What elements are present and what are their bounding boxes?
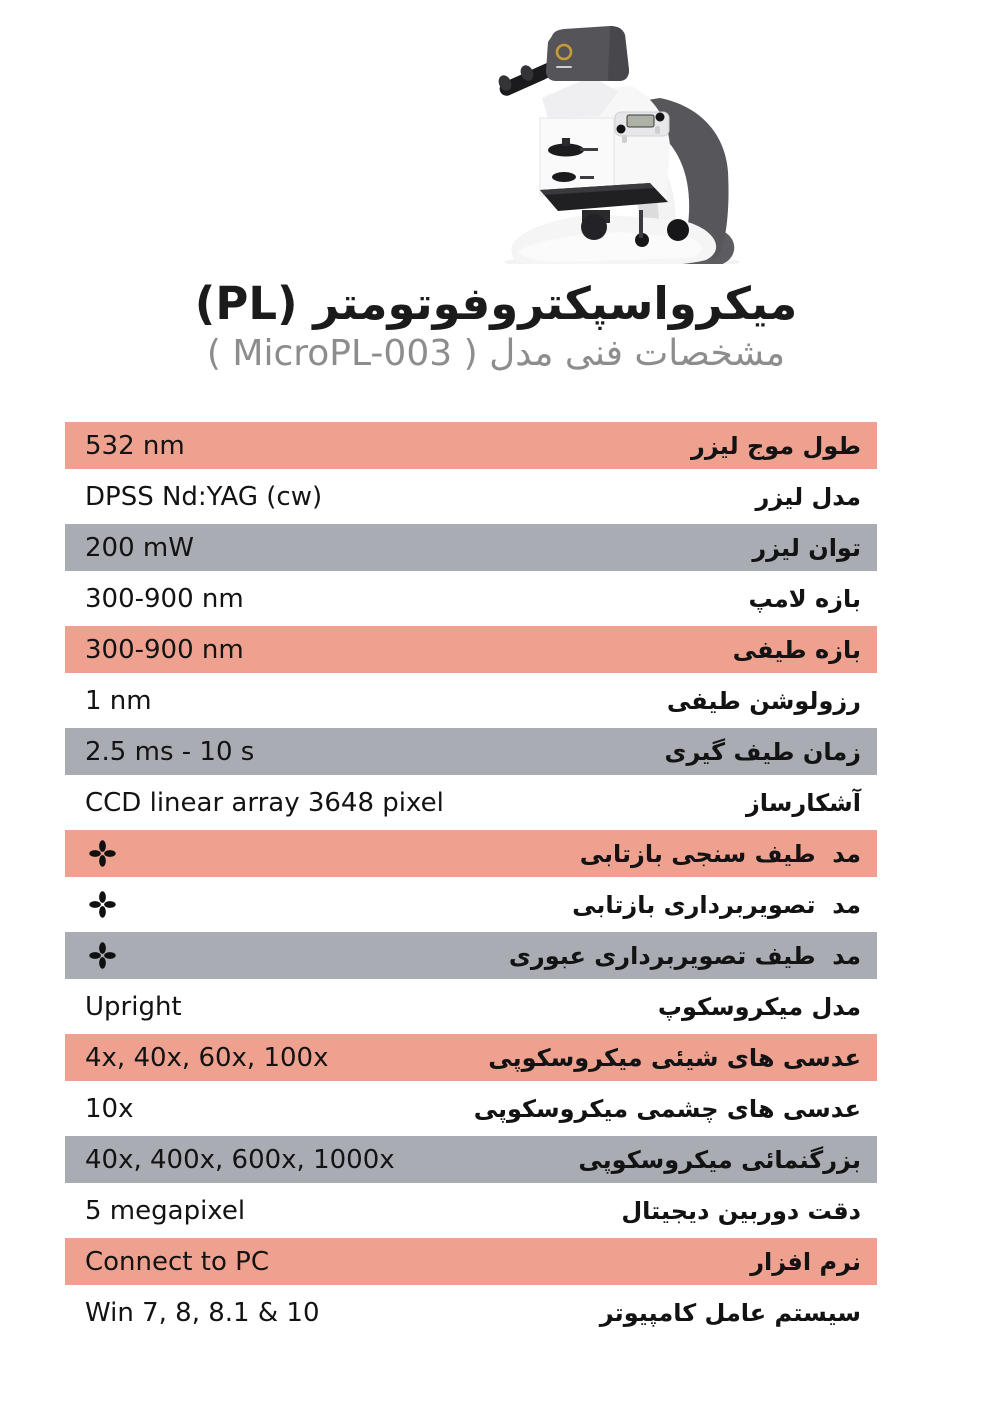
spec-value <box>85 1247 269 1277</box>
spec-value-text: 532 nm <box>85 430 185 461</box>
spec-row <box>65 1034 877 1081</box>
spec-row <box>65 779 877 826</box>
spec-value-text: DPSS Nd:YAG (cw) <box>85 481 323 512</box>
spec-value-text: 300-900 nm <box>85 634 244 665</box>
four-petal-asterisk-icon <box>89 840 116 867</box>
page-title: میکرواسپکتروفوتومتر (PL) <box>194 277 798 330</box>
spec-value-text: 4x, 40x, 60x, 100x <box>85 1042 329 1073</box>
spec-table <box>65 422 877 1340</box>
spec-value <box>85 840 116 867</box>
spec-label: عدسی های شیئی میکروسکوپی <box>488 1043 861 1072</box>
spec-label: بازه لامپ <box>748 584 861 613</box>
spec-value <box>85 1145 395 1175</box>
spec-value-text: 200 mW <box>85 532 194 563</box>
microscope-product-image <box>482 14 748 264</box>
spec-row <box>65 728 877 775</box>
spec-value-text: Upright <box>85 991 182 1022</box>
spec-label: مدل میکروسکوپ <box>657 992 861 1021</box>
spec-label: زمان طیف گیری <box>664 737 861 766</box>
spec-value <box>85 635 244 665</box>
spec-row <box>65 830 877 877</box>
spec-row <box>65 1289 877 1336</box>
spec-row <box>65 932 877 979</box>
spec-label: عدسی های چشمی میکروسکوپی <box>473 1094 861 1123</box>
spec-row <box>65 1085 877 1132</box>
spec-value-text: 10x <box>85 1093 134 1124</box>
spec-row <box>65 1136 877 1183</box>
spec-label: توان لیزر <box>752 533 861 562</box>
spec-row <box>65 575 877 622</box>
spec-row <box>65 473 877 520</box>
spec-value-text: CCD linear array 3648 pixel <box>85 787 444 818</box>
four-petal-asterisk-icon <box>89 942 116 969</box>
spec-value-text: 300-900 nm <box>85 583 244 614</box>
spec-value <box>85 788 444 818</box>
spec-label: نرم افزار <box>750 1247 861 1276</box>
spec-row <box>65 881 877 928</box>
spec-label: آشکارساز <box>745 788 861 817</box>
spec-row <box>65 677 877 724</box>
spec-value <box>85 1094 133 1124</box>
spec-label: بزرگنمائی میکروسکوپی <box>578 1145 861 1174</box>
spec-label: مدل لیزر <box>755 482 861 511</box>
spec-value <box>85 891 116 918</box>
spec-row <box>65 626 877 673</box>
spec-value <box>85 533 194 563</box>
spec-label: دقت دوربین دیجیتال <box>621 1196 861 1225</box>
four-petal-asterisk-icon <box>89 891 116 918</box>
hero-image-wrap <box>482 14 748 264</box>
spec-value <box>85 584 244 614</box>
spec-row <box>65 1238 877 1285</box>
page-subtitle: مشخصات فنی مدل ( MicroPL-003 ) <box>206 332 786 374</box>
spec-label: مد طیف سنجی بازتابی <box>579 839 861 868</box>
spec-value <box>85 431 185 461</box>
header <box>0 278 992 374</box>
spec-label: مد تصویربرداری بازتابی <box>572 890 861 919</box>
spec-row <box>65 1187 877 1234</box>
spec-label: رزولوشن طیفی <box>666 686 861 715</box>
spec-label: بازه طیفی <box>732 635 861 664</box>
spec-label: سیستم عامل کامپیوتر <box>599 1298 861 1327</box>
spec-label: طول موج لیزر <box>691 431 861 460</box>
spec-value <box>85 1043 328 1073</box>
spec-value-text: 5 megapixel <box>85 1195 246 1226</box>
spec-value <box>85 1196 245 1226</box>
spec-value-text: Connect to PC <box>85 1246 269 1277</box>
spec-label: مد طیف تصویربرداری عبوری <box>508 941 861 970</box>
spec-row <box>65 524 877 571</box>
spec-value-text: 40x, 400x, 600x, 1000x <box>85 1144 395 1175</box>
spec-value <box>85 737 254 767</box>
spec-value <box>85 992 182 1022</box>
spec-value <box>85 482 322 512</box>
spec-value-text: Win 7, 8, 8.1 & 10 <box>85 1297 320 1328</box>
spec-value <box>85 942 116 969</box>
spec-value-text: 2.5 ms - 10 s <box>85 736 255 767</box>
spec-row <box>65 983 877 1030</box>
spec-row <box>65 422 877 469</box>
spec-value <box>85 686 152 716</box>
spec-value <box>85 1298 319 1328</box>
spec-value-text: 1 nm <box>85 685 152 716</box>
